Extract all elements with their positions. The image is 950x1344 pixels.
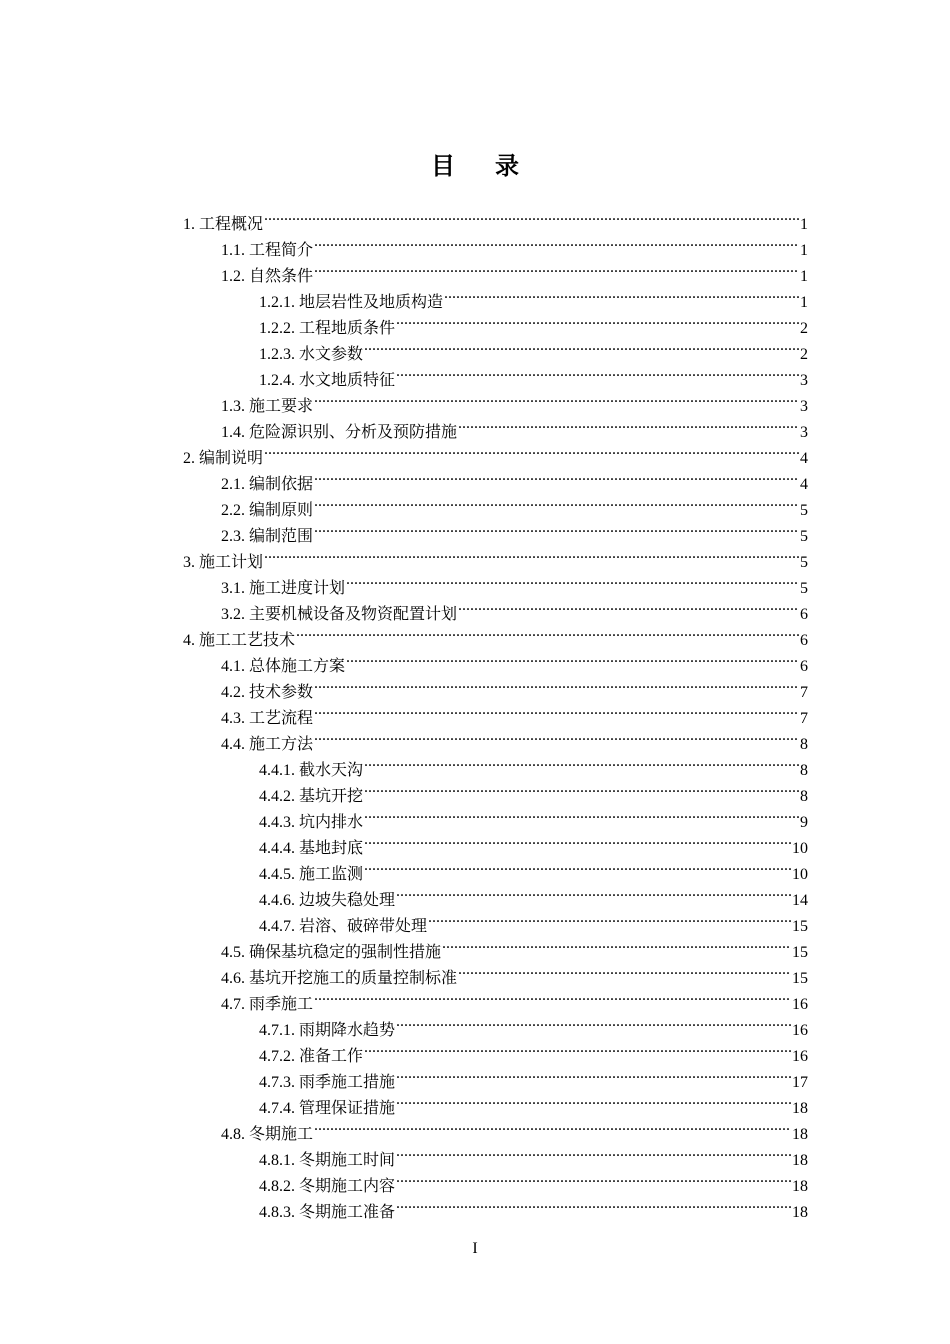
toc-dot-leader [458,411,799,437]
toc-entry-page: 2 [800,320,808,337]
toc-dot-leader [428,905,791,931]
toc-dot-leader [314,671,799,697]
toc-entry-page: 4 [800,450,808,467]
toc-dot-leader [346,567,799,593]
toc-entry-title: 基坑开挖施工的质量控制标准 [249,970,458,987]
toc-entry-number: 4.4.3. [259,814,295,831]
toc-entry-page: 5 [800,554,808,571]
toc-dot-leader [396,1009,791,1035]
toc-entry-page: 1 [800,294,808,311]
toc-entry-page: 16 [792,996,808,1013]
toc-entry-number: 4.7.2. [259,1048,295,1065]
page-number-footer: I [472,1240,478,1257]
toc-entry-page: 6 [800,658,808,675]
toc-entry-page: 15 [792,944,808,961]
toc-entry-title: 编制原则 [249,502,314,519]
toc-entry-number: 4.8. [221,1126,245,1143]
toc-dot-leader [364,749,799,775]
toc-entry-number: 4.2. [221,684,245,701]
toc-entry[interactable] [183,567,808,597]
toc-entry-title: 施工方法 [249,736,314,753]
toc-entry-number: 1.2. [221,268,245,285]
toc-entry-page: 6 [800,606,808,623]
toc-entry-page: 1 [800,268,808,285]
toc-dot-leader [444,281,799,307]
toc-entry-number: 4.7.1. [259,1022,295,1039]
toc-entry-title: 准备工作 [299,1048,364,1065]
toc-entry-number: 4.4.7. [259,918,295,935]
toc-entry-number: 3. [183,554,195,571]
toc-dot-leader [314,229,799,255]
toc-entry-page: 5 [800,580,808,597]
toc-entry-number: 1.2.1. [259,294,295,311]
toc-entry-title: 危险源识别、分析及预防措施 [249,424,458,441]
toc-entry-page: 14 [792,892,808,909]
toc-dot-leader [396,879,791,905]
toc-entry-page: 7 [800,684,808,701]
toc-entry-title: 编制依据 [249,476,314,493]
toc-entry-title: 编制范围 [249,528,314,545]
toc-dot-leader [442,931,791,957]
toc-entry-page: 1 [800,242,808,259]
toc-entry-page: 18 [792,1126,808,1143]
toc-entry-title: 施工计划 [199,554,264,571]
toc-entry-title: 基坑开挖 [299,788,364,805]
toc-entry-number: 4.8.3. [259,1204,295,1221]
toc-entry-number: 4.6. [221,970,245,987]
toc-entry-title: 施工进度计划 [249,580,346,597]
toc-entry-page: 18 [792,1178,808,1195]
toc-dot-leader [396,1191,791,1217]
toc-entry-page: 18 [792,1100,808,1117]
toc-dot-leader [296,619,799,645]
toc-entry-title: 岩溶、破碎带处理 [299,918,428,935]
toc-dot-leader [396,359,799,385]
toc-dot-leader [314,385,799,411]
toc-entry-title: 施工监测 [299,866,364,883]
toc-entry-page: 8 [800,788,808,805]
toc-dot-leader [396,307,799,333]
toc-entry-title: 冬期施工准备 [299,1204,396,1221]
toc-dot-leader [364,853,791,879]
toc-entry-title: 冬期施工内容 [299,1178,396,1195]
toc-entry-page: 3 [800,372,808,389]
toc-entry-title: 冬期施工 [249,1126,314,1143]
toc-entry-number: 4.4.5. [259,866,295,883]
toc-entry[interactable] [183,203,808,233]
toc-title: 目录 [431,152,559,180]
toc-entry-page: 16 [792,1048,808,1065]
toc-entry-number: 4.8.1. [259,1152,295,1169]
toc-dot-leader [396,1165,791,1191]
toc-entry-page: 9 [800,814,808,831]
toc-entry-number: 4.1. [221,658,245,675]
toc-entry-number: 3.1. [221,580,245,597]
toc-entry-page: 8 [800,762,808,779]
toc-entry-page: 2 [800,346,808,363]
toc-entry-page: 6 [800,632,808,649]
toc-entry-number: 1.4. [221,424,245,441]
toc-entry-page: 18 [792,1152,808,1169]
toc-entry-title: 自然条件 [249,268,314,285]
toc-entry-title: 主要机械设备及物资配置计划 [249,606,458,623]
toc-entry-title: 水文参数 [299,346,364,363]
toc-entry-title: 坑内排水 [299,814,364,831]
toc-dot-leader [396,1087,791,1113]
toc-entry-number: 1.2.3. [259,346,295,363]
toc-entry-number: 4.4.4. [259,840,295,857]
toc-entry-number: 1. [183,216,195,233]
toc-entry-title: 截水天沟 [299,762,364,779]
toc-dot-leader [396,1139,791,1165]
toc-entry-title: 工程概况 [199,216,264,233]
toc-entry-title: 雨季施工 [249,996,314,1013]
toc-entry-number: 1.1. [221,242,245,259]
toc-entry-title: 管理保证措施 [299,1100,396,1117]
toc-entry-title: 边坡失稳处理 [299,892,396,909]
toc-dot-leader [314,723,799,749]
toc-dot-leader [314,515,799,541]
toc-entry-page: 4 [800,476,808,493]
toc-entry-page: 3 [800,424,808,441]
toc-entry[interactable] [183,229,808,259]
toc-entry-page: 3 [800,398,808,415]
toc-dot-leader [314,983,791,1009]
toc-dot-leader [364,1035,791,1061]
toc-entry-number: 4.4.2. [259,788,295,805]
toc-entry-title: 工程地质条件 [299,320,396,337]
toc-entry-number: 2.2. [221,502,245,519]
toc-entry-number: 4.5. [221,944,245,961]
table-of-contents [183,203,808,1221]
toc-dot-leader [364,827,791,853]
toc-dot-leader [396,1061,791,1087]
toc-dot-leader [314,463,799,489]
toc-entry-page: 5 [800,502,808,519]
toc-entry-number: 4.7.3. [259,1074,295,1091]
toc-entry-title: 工程简介 [249,242,314,259]
toc-dot-leader [264,541,799,567]
toc-entry-page: 17 [792,1074,808,1091]
toc-entry[interactable] [183,541,808,571]
toc-entry-number: 4.4. [221,736,245,753]
toc-entry-number: 1.2.2. [259,320,295,337]
toc-entry-number: 1.2.4. [259,372,295,389]
toc-dot-leader [458,593,799,619]
toc-entry-number: 4.7. [221,996,245,1013]
toc-entry-page: 15 [792,918,808,935]
toc-dot-leader [314,1113,791,1139]
toc-entry-title: 雨期降水趋势 [299,1022,396,1039]
toc-entry-number: 4.4.6. [259,892,295,909]
toc-entry-number: 4.8.2. [259,1178,295,1195]
toc-entry[interactable] [183,437,808,467]
toc-entry-page: 16 [792,1022,808,1039]
toc-entry-number: 4.4.1. [259,762,295,779]
toc-entry[interactable] [183,463,808,493]
toc-entry-number: 4.3. [221,710,245,727]
toc-dot-leader [458,957,791,983]
toc-entry-title: 地层岩性及地质构造 [299,294,444,311]
toc-entry-page: 8 [800,736,808,753]
toc-entry-number: 4.7.4. [259,1100,295,1117]
toc-dot-leader [364,775,799,801]
toc-entry-title: 技术参数 [249,684,314,701]
toc-entry-page: 18 [792,1204,808,1221]
toc-entry-number: 4. [183,632,195,649]
toc-dot-leader [364,333,799,359]
toc-entry-title: 雨季施工措施 [299,1074,396,1091]
toc-entry-page: 10 [792,840,808,857]
toc-entry-page: 5 [800,528,808,545]
toc-entry-number: 2.1. [221,476,245,493]
toc-entry-page: 1 [800,216,808,233]
toc-entry-number: 1.3. [221,398,245,415]
toc-entry-page: 15 [792,970,808,987]
toc-entry-title: 确保基坑稳定的强制性措施 [249,944,442,961]
toc-entry-title: 施工要求 [249,398,314,415]
toc-entry-title: 基地封底 [299,840,364,857]
toc-dot-leader [314,255,799,281]
toc-entry-title: 施工工艺技术 [199,632,296,649]
toc-entry-number: 2. [183,450,195,467]
toc-entry-title: 编制说明 [199,450,264,467]
toc-entry-title: 冬期施工时间 [299,1152,396,1169]
toc-dot-leader [314,697,799,723]
toc-entry-title: 水文地质特征 [299,372,396,389]
toc-entry-page: 10 [792,866,808,883]
toc-dot-leader [264,437,799,463]
toc-dot-leader [264,203,799,229]
toc-dot-leader [314,489,799,515]
toc-dot-leader [346,645,799,671]
toc-entry-number: 3.2. [221,606,245,623]
toc-entry-page: 7 [800,710,808,727]
toc-entry-title: 总体施工方案 [249,658,346,675]
toc-entry-title: 工艺流程 [249,710,314,727]
toc-dot-leader [364,801,799,827]
toc-entry-number: 2.3. [221,528,245,545]
